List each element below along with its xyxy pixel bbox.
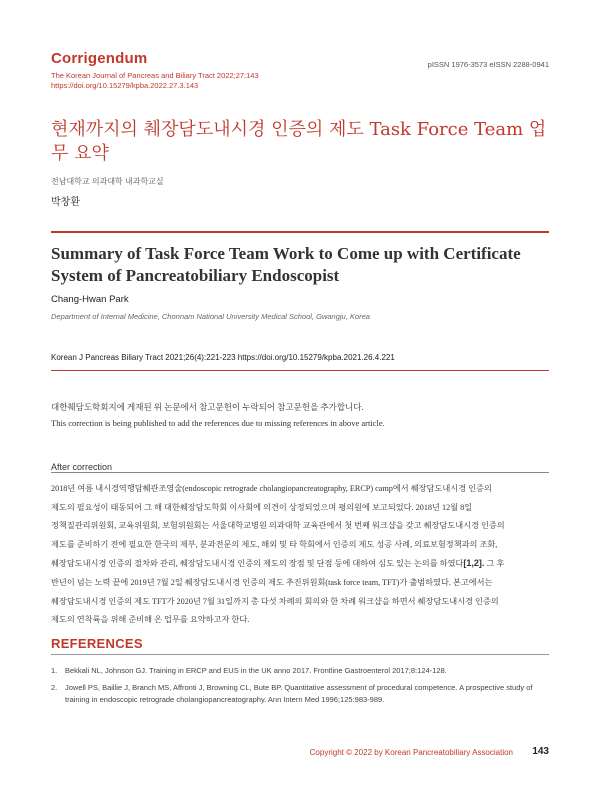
- page-number: 143: [532, 746, 549, 757]
- reference-list: [51, 665, 549, 711]
- references-heading: REFERENCES: [51, 636, 143, 651]
- after-correction-divider: [51, 472, 549, 473]
- citation-marker[interactable]: [1,2].: [463, 558, 485, 569]
- body-line-tail: 그 후: [484, 559, 505, 569]
- reference-text: Bekkali NL, Johnson GJ. Training in ERCP and EUS in the UK anno 2017. Frontline Gastroenterol 2017;8:124-128.: [65, 666, 447, 675]
- body-line: 정책질관리위원회, 교육위원회, 보험위원회는 서울대학교병원 의과대학 교육관에서 첫 번째 워크샵을 갖고 췌장담도내시경 인증의: [51, 521, 505, 531]
- after-correction-body: [51, 480, 549, 630]
- english-author: Chang-Hwan Park: [51, 294, 129, 305]
- korean-author: 박창환: [51, 197, 80, 208]
- korean-correction-note: 대한췌담도학회지에 게재된 위 논문에서 참고문헌이 누락되어 참고문헌을 추가합니다.: [51, 402, 364, 412]
- copyright-notice: Copyright © 2022 by Korean Pancreatobiliary Association: [309, 748, 513, 757]
- references-divider: [51, 654, 549, 655]
- body-line-with-citation: [51, 554, 549, 574]
- body-line: 제도를 준비하기 전에 필요한 한국의 제부, 분과전문의 제도, 해외 및 타 학회에서 인증의 제도 성공 사례, 의료보험정책과의 조화,: [51, 539, 498, 549]
- article-type-label: Corrigendum: [51, 50, 148, 67]
- body-line-text: 췌장담도내시경 인증의 절차와 관리, 췌장담도내시경 인증의 제도의 장점 및 단점 등에 대하여 심도 있는 논의를 하였다: [51, 559, 464, 569]
- english-affiliation: Department of Internal Medicine, Chonnam National University Medical School, Gwangju, Korea: [51, 312, 370, 321]
- english-title: Summary of Task Force Team Work to Come up with Certificate System of Pancreatobiliary Endoscopist: [51, 244, 521, 285]
- korean-title: 현재까지의 췌장담도내시경 인증의 제도 Task Force Team 업무 요약: [51, 119, 547, 164]
- doi-link[interactable]: https://doi.org/10.15279/kpba.2022.27.3.143: [51, 81, 199, 90]
- original-article-citation: Korean J Pancreas Biliary Tract 2021;26(4):221-223 https://doi.org/10.15279/kpba.2021.26.4.221: [51, 353, 395, 362]
- reference-number: 2.: [51, 683, 58, 692]
- journal-citation: The Korean Journal of Pancreas and Biliary Tract 2022;27:143: [51, 71, 259, 80]
- section-divider: [51, 231, 549, 233]
- citation-divider: [51, 370, 549, 371]
- body-line: 반년이 넘는 노력 끝에 2019년 7월 2일 췌장담도내시경 인증의 제도 추진위원회(task force team, TFT)가 출범하였다. 본고에서는: [51, 577, 493, 587]
- english-correction-note: This correction is being published to add the references due to missing references in above article.: [51, 418, 385, 428]
- body-line: 2018년 여름 내시경역행담췌관조영술(endoscopic retrograde cholangiopancreatography, ERCP) camp에서 췌장담도내시경 인증의: [51, 484, 492, 493]
- reference-number: 1.: [51, 666, 58, 675]
- body-line: 제도의 연착륙을 위해 준비해 온 업무를 요약하고자 한다.: [51, 615, 250, 625]
- reference-item: [51, 682, 549, 706]
- reference-text: Jowell PS, Baillie J, Branch MS, Affronti J, Browning CL, Bute BP. Quantitative assessment of procedural competence. A prospective study of training in endoscopic retrograde cholangiopancreatography. Ann Intern Med 1996;125:983-989.: [65, 683, 533, 704]
- korean-affiliation: 전남대학교 의과대학 내과학교실: [51, 177, 164, 186]
- body-line: 췌장담도내시경 인증의 제도 TFT가 2020년 7월 31일까지 총 다섯 차례의 회의와 한 차례 워크샵을 하면서 췌장담도내시경 인증의: [51, 596, 499, 606]
- issn-numbers: pISSN 1976-3573 eISSN 2288-0941: [427, 60, 549, 69]
- reference-item: [51, 665, 549, 677]
- after-correction-heading: After correction: [51, 462, 113, 472]
- body-line: 제도의 필요성이 태동되어 그 해 대한췌장담도학회 이사회에 의견이 상정되었으며 평의원에 보고되었다. 2018년 12월 8일: [51, 502, 473, 512]
